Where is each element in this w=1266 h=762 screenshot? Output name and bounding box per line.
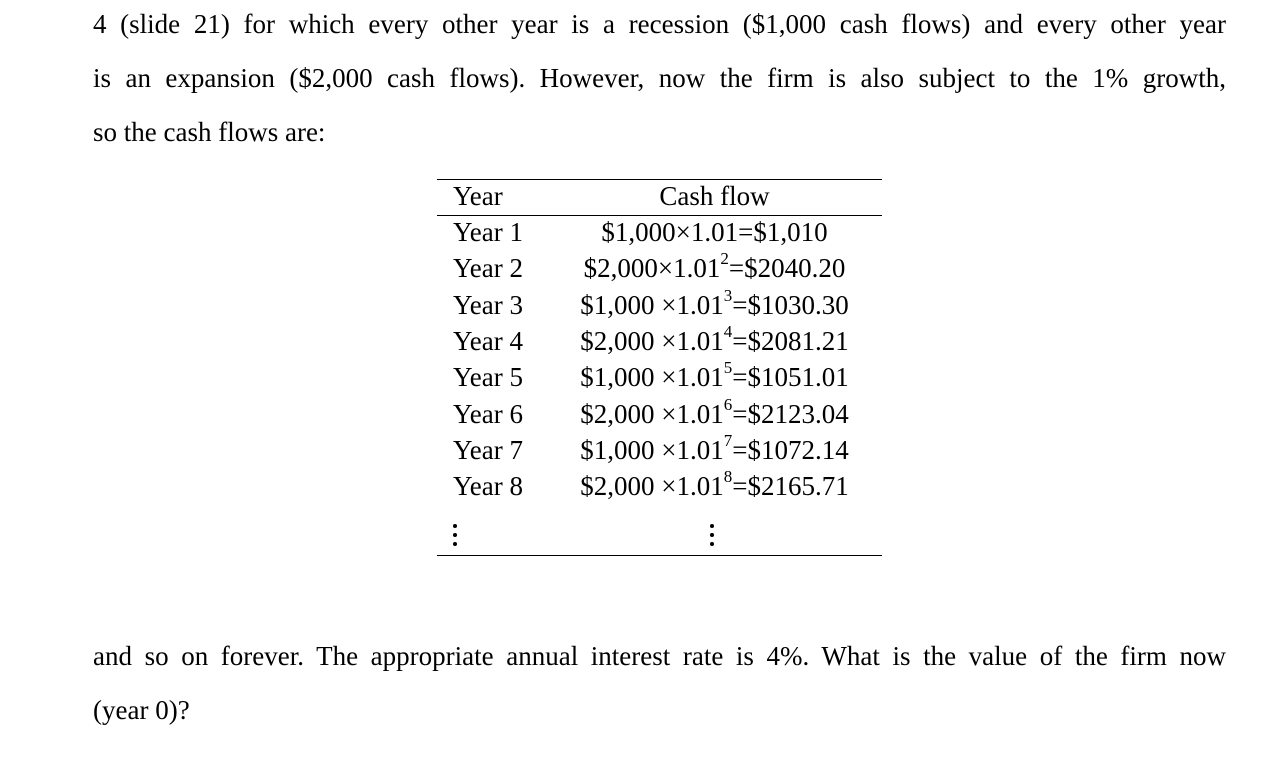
paragraph-line-1: 4 (slide 21) for which every other year is a recession ($1,000 cash flows) and every other year [93,9,1226,39]
cash-flow-base: $1,000 ×1.01 [580,290,724,320]
vertical-ellipsis-year [453,522,459,550]
cash-flow-base: $2,000 ×1.01 [580,326,724,356]
row-cash-flow [551,467,878,502]
paragraph-line-5: (year 0)? [93,695,190,725]
cash-flow-exponent: 5 [723,358,733,377]
row-year-label: Year 4 [453,326,524,356]
row-cash-flow [551,322,878,357]
cash-flow-base: $1,000×1.01=$1,010 [601,217,828,247]
row-year-label: Year 8 [453,471,524,501]
row-year-label: Year 1 [453,217,524,247]
cash-flow-exponent: 8 [723,467,733,486]
cash-flow-exponent: 7 [723,431,733,450]
cash-flow-base: $1,000 ×1.01 [580,362,724,392]
cash-flow-base: $2,000 ×1.01 [580,471,724,501]
cash-flow-result: =$2123.04 [732,399,849,429]
row-year-label: Year 6 [453,399,524,429]
row-cash-flow [551,358,878,393]
cash-flow-exponent: 3 [723,286,733,305]
cash-flow-result: =$1051.01 [732,362,849,392]
row-cash-flow [551,395,878,430]
paragraph-line-3: so the cash flows are: [93,117,326,147]
cash-flow-result: =$2081.21 [732,326,849,356]
cash-flow-exponent: 4 [723,322,733,341]
row-year-label: Year 7 [453,435,524,465]
cash-flow-base: $2,000 ×1.01 [580,399,724,429]
cash-flow-base: $1,000 ×1.01 [580,435,724,465]
header-year: Year [453,181,503,211]
cash-flow-result: =$2040.20 [728,253,846,283]
cash-flow-exponent: 2 [720,249,729,268]
row-year-label: Year 5 [453,362,524,392]
row-cash-flow [551,431,878,466]
row-cash-flow [551,216,878,248]
row-cash-flow [551,286,878,321]
row-cash-flow [551,249,878,284]
table-bottom-rule [437,555,882,556]
cash-flow-result: =$1072.14 [732,435,849,465]
cash-flow-base: $2,000×1.01 [583,253,721,283]
row-year-label: Year 2 [453,253,524,283]
cash-flow-result: =$1030.30 [732,290,849,320]
cash-flow-exponent: 6 [723,395,733,414]
cash-flow-result: =$2165.71 [732,471,849,501]
paragraph-line-2: is an expansion ($2,000 cash flows). However, now the firm is also subject to the 1% growth, [93,63,1226,93]
paragraph-line-4: and so on forever. The appropriate annual interest rate is 4%. What is the value of the firm now [93,641,1226,671]
vertical-ellipsis-cash-flow [710,522,716,550]
row-year-label: Year 3 [453,290,524,320]
header-cash-flow: Cash flow [659,181,770,211]
